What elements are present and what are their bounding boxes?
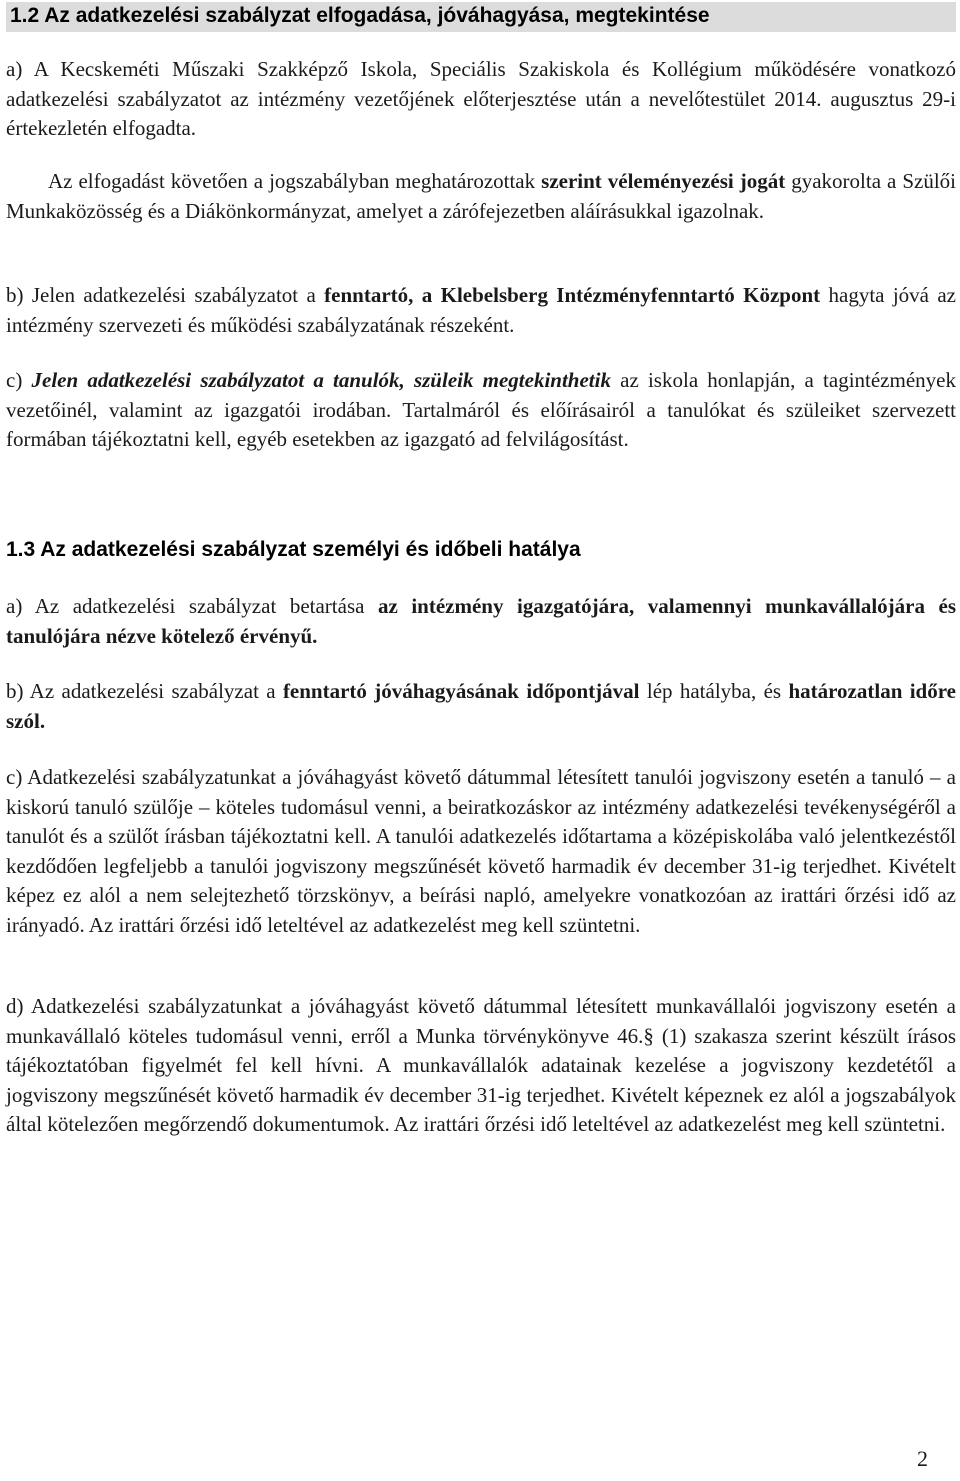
- paragraph-text: c): [6, 368, 32, 392]
- paragraph-text: b) Jelen adatkezelési szabályzatot a: [6, 283, 325, 307]
- paragraph-1-3-d: [6, 992, 956, 1140]
- paragraph-1-3-b: [6, 677, 956, 736]
- paragraph-text: lép hatályba, és: [639, 679, 789, 703]
- paragraph-1-2-c: [6, 366, 956, 455]
- paragraph-text: c) Adatkezelési szabályzatunkat a jóváhagyást követő dátummal létesített tanulói jogviszony esetén a tanuló – a kiskorú tanuló szülője – köteles tudomásul venni, a beiratkozáskor az intézmény adatkezelési tevékenységéről a tanulót és a szülőt írásban tájékoztatni kell. A tanulói adatkezelés időtartama a középiskolába való jelentkezéstől kezdődően legfeljebb a tanulói jogviszony megszűnését követő harmadik év december 31-ig terjedhet. Kivételt képez ez alól a nem selejtezhető törzskönyv, a beírási napló, amelyekre vonatkozóan az irattári őrzési idő az irányadó. Az irattári őrzési idő leteltével az adatkezelést meg kell szüntetni.: [6, 765, 956, 937]
- paragraph-1-3-c: [6, 763, 956, 940]
- paragraph-text: a) Az adatkezelési szabályzat betartása: [6, 594, 378, 618]
- bold-phrase: szerint véleményezési jogát: [541, 169, 786, 193]
- paragraph-text: b) Az adatkezelési szabályzat a: [6, 679, 283, 703]
- bold-italic-phrase: Jelen adatkezelési szabályzatot a tanulók, szüleik megtekinthetik: [31, 368, 611, 392]
- section-heading-1-2: 1.2 Az adatkezelési szabályzat elfogadása, jóváhagyása, megtekintése: [6, 2, 956, 32]
- paragraph-text: a) A Kecskeméti Műszaki Szakképző Iskola, Speciális Szakiskola és Kollégium működésére vonatkozó adatkezelési szabályzatot az intézmény vezetőjének előterjesztése után a nevelőtestület 2014. augusztus 29-i értekezletén elfogadta.: [6, 57, 956, 140]
- paragraph-1-3-a: [6, 592, 956, 651]
- paragraph-1-2-a-approval: [6, 167, 956, 226]
- paragraph-1-2-b: [6, 281, 956, 340]
- paragraph-1-2-a: [6, 55, 956, 144]
- bold-phrase: fenntartó, a Klebelsberg Intézményfenntartó Központ: [324, 283, 821, 307]
- paragraph-text: az iskola honlapján, a tagintézmények vezetőinél, valamint az igazgatói irodában. Tartalmáról és előírásairól a tanulókat és szüleiket szervezett formában tájékoztatni kell, egyéb esetekben az igazgató ad felvilágosítást.: [6, 368, 956, 451]
- paragraph-text: d) Adatkezelési szabályzatunkat a jóváhagyást követő dátummal létesített munkavállalói jogviszony esetén a munkavállaló köteles tudomásul venni, erről a Munka törvénykönyve 46.§ (1) szakasza szerint készült írásos tájékoztatóban figyelmét fel kell hívni. A munkavállalók adatainak kezelése a jogviszony kezdetétől a jogviszony megszűnését követő harmadik év december 31-ig terjedhet. Kivételt képeznek ez alól a jogszabályok által kötelezően megőrzendő dokumentumok. Az irattári őrzési idő leteltével az adatkezelést meg kell szüntetni.: [6, 994, 956, 1136]
- document-page: [6, 0, 956, 1481]
- bold-phrase: az intézmény igazgatójára, valamennyi munkavállalójára és tanulójára nézve kötelező érvényű.: [6, 594, 957, 648]
- page-number: 2: [917, 1446, 928, 1471]
- paragraph-text: hagyta jóvá az intézmény szervezeti és működési szabályzatának részeként.: [6, 283, 957, 337]
- bold-phrase: határozatlan időre szól.: [6, 679, 957, 733]
- paragraph-text: gyakorolta a Szülői Munkaközösség és a Diákönkormányzat, amelyet a zárófejezetben aláírásukkal igazolnak.: [6, 169, 957, 223]
- section-heading-1-3: 1.3 Az adatkezelési szabályzat személyi és időbeli hatálya: [6, 538, 581, 561]
- bold-phrase: fenntartó jóváhagyásának időpontjával: [282, 679, 640, 703]
- paragraph-text: Az elfogadást követően a jogszabályban meghatározottak: [48, 169, 542, 193]
